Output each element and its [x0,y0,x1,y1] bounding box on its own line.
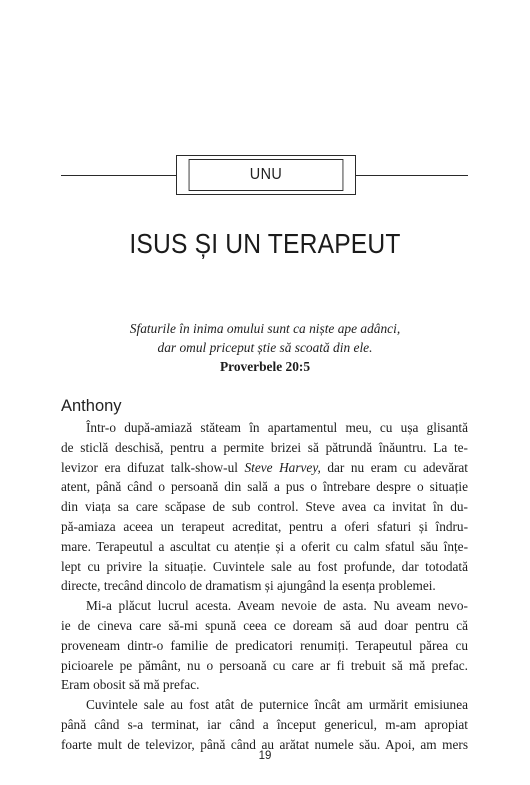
show-title: Steve Harvey, [244,459,321,475]
chapter-label-frame [176,155,356,195]
text-run: dar nu eram cu adevărat [320,459,468,475]
paragraph-line [61,458,468,478]
paragraph-line: proveneam dintr-o familie de predicatori renumiți. Terapeutul părea cu [61,637,468,653]
paragraph-line: directe, trecând dincolo de dramatism și ajungând la esența problemei. [61,578,436,594]
epigraph-reference: Proverbele 20:5 [219,359,311,374]
body-text [61,418,468,755]
chapter-title: ISUS ȘI UN TERAPEUT [129,228,401,259]
paragraph-line: picioarele pe pământ, nu o persoană cu care ar fi trebuit să mă prefac. [61,657,468,673]
paragraph-line: lept cu privire la situație. Cuvintele sale au fost profunde, dar totodată [61,558,468,574]
epigraph [60,319,470,376]
paragraph-line: foarte mult de televizor, până când au arătat numele său. Apoi, am mers [61,736,468,752]
epigraph-line: Sfaturile în inima omului sunt ca niște ape adânci, [129,321,401,336]
paragraph-line: mare. Terapeutul a ascultat cu atenție și a oferit cu calm sfatul său înțe- [61,538,468,554]
paragraph-line: pă-amiaza aceea un terapeut acreditat, pentru a oferi sfaturi și îndru- [61,518,468,534]
text-run: levizor era difuzat talk-show-ul [61,459,245,475]
chapter-rule-left [61,175,176,176]
paragraph-line: de sticlă deschisă, pentru a permite brizei să pătrundă înăuntru. La te- [61,439,468,455]
paragraph-line: Mi-a plăcut lucrul acesta. Aveam nevoie de asta. Nu aveam nevo- [86,598,468,614]
section-heading: Anthony [61,397,122,415]
paragraph-line: Cuvintele sale au fost atât de puternice încât am urmărit emisiunea [86,697,468,713]
paragraph-line: Eram obosit să mă prefac. [61,677,200,693]
paragraph-line: Într-o după-amiază stăteam în apartamentul meu, cu ușa glisantă [86,420,468,435]
paragraph-line: atent, până când o persoană din sală a pus o întrebare despre o situație [61,479,468,495]
chapter-rule-right [356,175,468,176]
paragraph-line: până când s-a terminat, iar când a început genericul, m-am apropiat [61,716,468,732]
paragraph-line: din viața sa care scăpase de sub control. Steve avea ca invitat în du- [61,499,468,515]
epigraph-line: dar omul priceput știe să scoată din ele. [157,340,373,355]
paragraph-line: ie de cineva care să-mi spună ceea ce doream să aud doar pentru că [61,617,468,633]
page-number: 19 [258,750,272,762]
chapter-label: UNU [189,159,344,191]
